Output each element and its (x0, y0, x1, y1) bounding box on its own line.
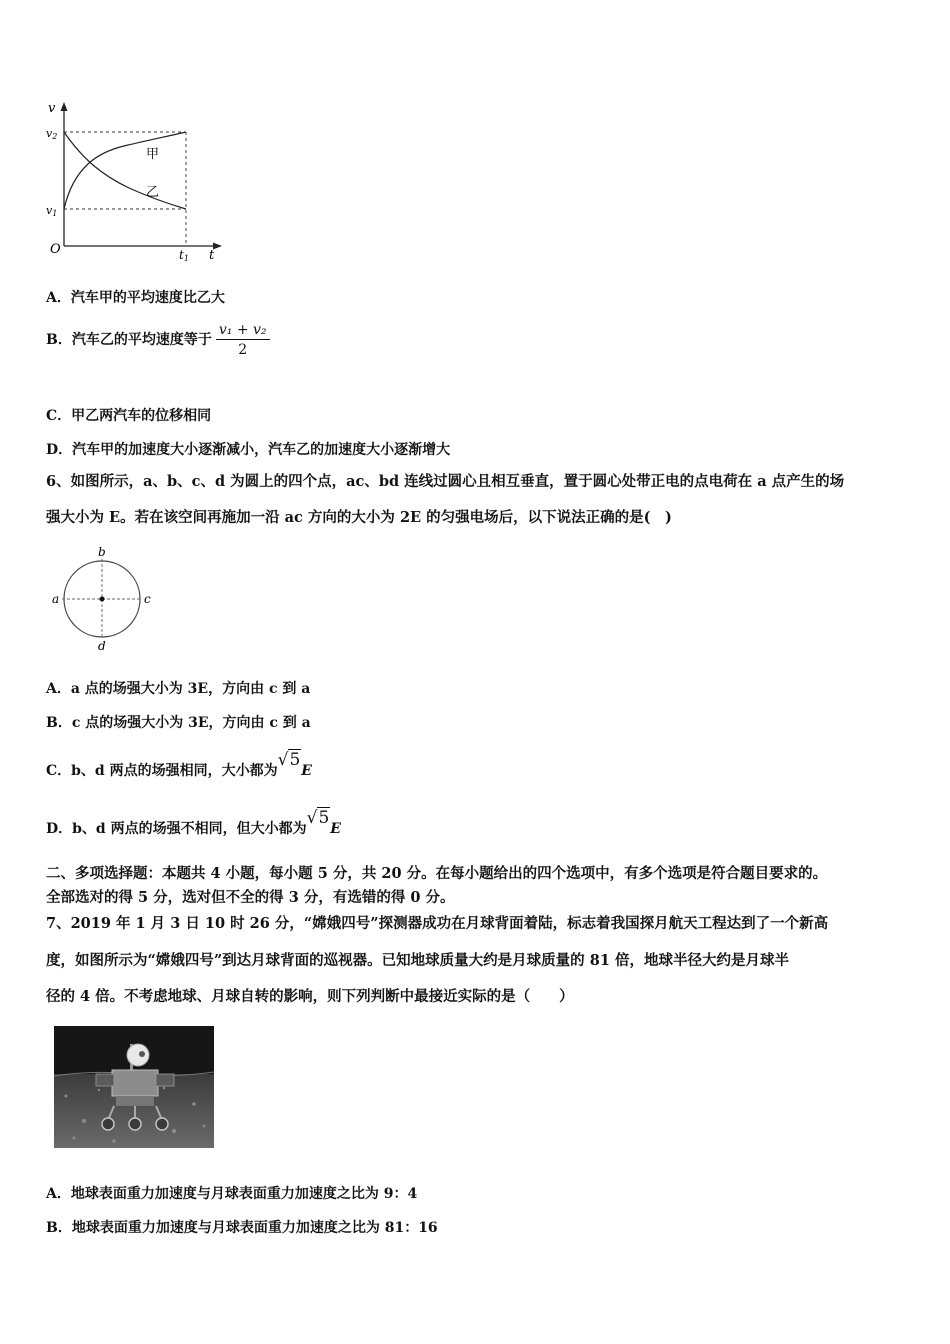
v1-label: v1 (46, 204, 58, 218)
q7-option-a[interactable]: A．地球表面重力加速度与月球表面重力加速度之比为 9：4 (46, 1186, 418, 1202)
point-c-label: c (144, 592, 151, 606)
point-d-label: d (98, 639, 106, 653)
v-axis-label: v (48, 101, 56, 116)
section-2-header (46, 864, 912, 908)
point-b-label: b (98, 545, 106, 559)
t-axis-label: t (209, 248, 215, 263)
sqrt-radicand: 5 (289, 750, 301, 770)
section-2-line-2: 全部选对的得 5 分，选对但不全的得 3 分，有选错的得 0 分。 (46, 889, 455, 906)
q6-option-d-text: D．b、d 两点的场强不相同，但大小都为 (46, 821, 307, 837)
circle-field-diagram (48, 545, 158, 653)
sqrt-symbol: √ (277, 750, 289, 770)
field-e-symbol: E (301, 763, 312, 779)
origin-label: O (50, 242, 61, 257)
q7-option-b[interactable]: B．地球表面重力加速度与月球表面重力加速度之比为 81：16 (46, 1220, 438, 1236)
t-axis-arrow (213, 243, 222, 250)
fraction-denominator: 2 (238, 342, 248, 358)
q6-stem (46, 472, 912, 528)
v-axis-arrow (61, 102, 68, 111)
v2-label: v2 (46, 127, 58, 141)
q7-stem (46, 914, 912, 1007)
q6-option-b[interactable]: B．c 点的场强大小为 3E，方向由 c 到 a (46, 715, 311, 731)
yi-label: 乙 (146, 185, 160, 200)
center-charge-dot (100, 597, 105, 602)
q7-stem-line-2: 度，如图所示为“嫦娥四号”到达月球背面的巡视器。已知地球质量大约是月球质量的 81 倍，地球半径大约是月球半 (46, 952, 789, 969)
point-a-label: a (52, 592, 60, 606)
q5-option-c[interactable]: C．甲乙两汽车的位移相同 (46, 408, 212, 424)
lunar-rover-photo (54, 1026, 214, 1148)
field-e-symbol: E (330, 821, 341, 837)
q6-option-a[interactable]: A．a 点的场强大小为 3E，方向由 c 到 a (46, 681, 311, 697)
curve-jia (64, 132, 186, 209)
q6-option-c[interactable] (46, 750, 312, 780)
sqrt-symbol: √ (306, 808, 318, 828)
sqrt-5 (307, 808, 331, 828)
section-2-line-1: 二、多项选择题：本题共 4 小题，每小题 5 分，共 20 分。在每小题给出的四个选项中，有多个选项是符合题目要求的。 (46, 865, 828, 882)
q6-stem-line-2: 强大小为 E。若在该空间再施加一沿 ac 方向的大小为 2E 的匀强电场后，以下说法正确的是( ) (46, 509, 672, 526)
q6-stem-line-1: 6、如图所示，a、b、c、d 为圆上的四个点，ac、bd 连线过圆心且相互垂直，置于圆心处带正电的点电荷在 a 点产生的场 (46, 473, 845, 490)
q6-option-c-text: C．b、d 两点的场强相同，大小都为 (46, 763, 278, 779)
q5-option-b-text: B．汽车乙的平均速度等于 (46, 332, 212, 348)
velocity-time-graph (44, 96, 234, 264)
q7-stem-line-3: 径的 4 倍。不考虑地球、月球自转的影响，则下列判断中最接近实际的是（ ） (46, 988, 574, 1005)
fraction-numerator: v₁ + v₂ (216, 322, 270, 340)
q5-option-d[interactable]: D．汽车甲的加速度大小逐渐减小，汽车乙的加速度大小逐渐增大 (46, 442, 451, 458)
sqrt-5 (278, 750, 302, 770)
q6-option-d[interactable] (46, 808, 341, 838)
jia-label: 甲 (146, 147, 160, 162)
t1-label: t1 (179, 248, 189, 263)
q5-option-a[interactable]: A．汽车甲的平均速度比乙大 (46, 290, 225, 306)
q5-option-b[interactable] (46, 322, 270, 358)
fraction-v1-plus-v2-over-2 (216, 322, 270, 358)
sqrt-radicand: 5 (318, 808, 330, 828)
q7-stem-line-1: 7、2019 年 1 月 3 日 10 时 26 分，“嫦娥四号”探测器成功在月球背面着陆，标志着我国探月航天工程达到了一个新高 (46, 915, 829, 932)
